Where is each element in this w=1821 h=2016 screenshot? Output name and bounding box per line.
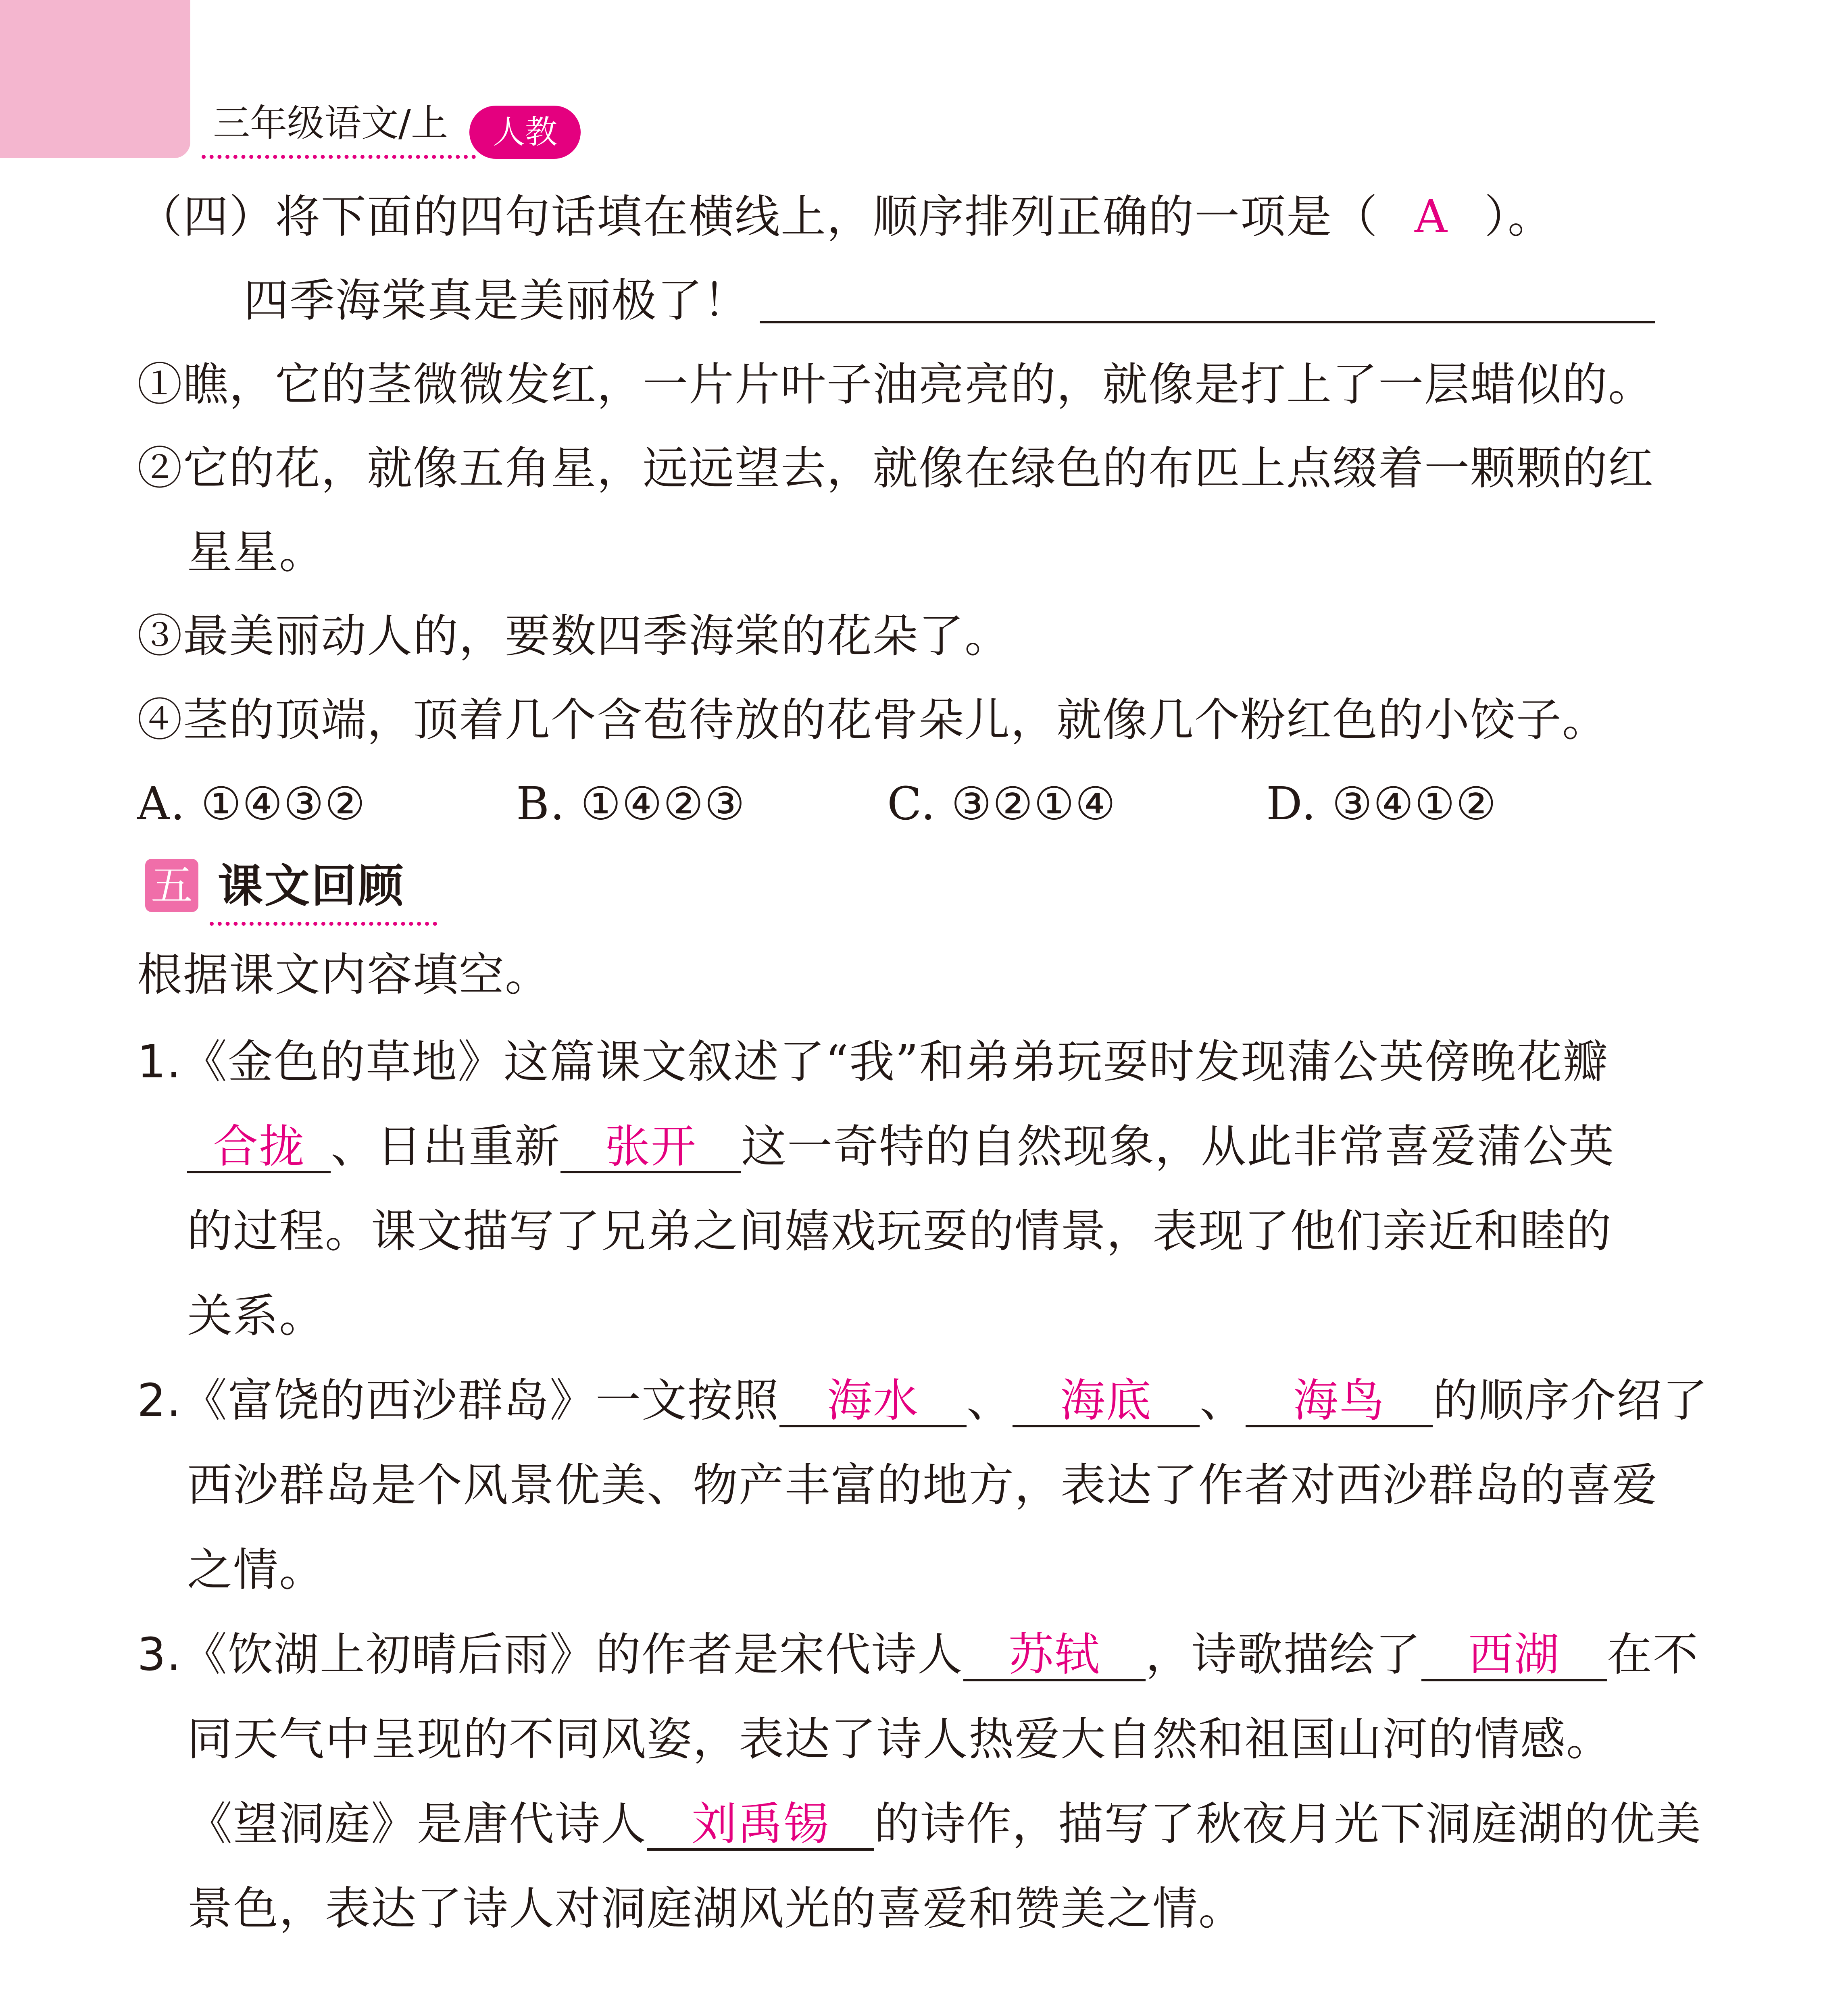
q4-prompt — [137, 189, 1554, 245]
q3-line-1 — [137, 1627, 1699, 1683]
q4-sentence-1: ①瞧，它的茎微微发红，一片片叶子油亮亮的，就像是打上了一层蜡似的。 — [137, 358, 1654, 411]
q4-option-c: C. ③②①④ — [887, 778, 1117, 830]
q2-sep-2: 、 — [1199, 1375, 1246, 1427]
q4-answer: A — [1415, 191, 1448, 243]
section-instruction: 根据课文内容填空。 — [137, 949, 551, 1001]
q2-blank-3: 海鸟 — [1246, 1377, 1433, 1427]
q3-text-5: 的诗作，描写了秋夜月光下洞庭湖的优美 — [874, 1798, 1702, 1850]
q1-text-2: 、日出重新 — [331, 1120, 560, 1173]
q4-prompt-end: ）。 — [1484, 191, 1554, 243]
q2-line-1 — [137, 1372, 1708, 1429]
q1-line-4: 关系。 — [187, 1290, 325, 1342]
q3-text-2: ，诗歌描绘了 — [1145, 1629, 1421, 1681]
section-title: 课文回顾 — [218, 860, 405, 912]
q1-text-1: 《金色的草地》这篇课文叙述了“我”和弟弟玩耍时发现蒲公英傍晚花瓣 — [181, 1036, 1609, 1088]
q4-answer-line — [760, 321, 1655, 323]
q1-text-3: 这一奇特的自然现象，从此非常喜爱蒲公英 — [741, 1120, 1615, 1173]
q4-lead-sentence: 四季海棠真是美丽极了！ — [244, 275, 749, 327]
q3-blank-2: 西湖 — [1421, 1631, 1607, 1681]
header-title: 三年级语文/上 — [213, 102, 448, 145]
q3-blank-1: 苏轼 — [963, 1631, 1146, 1681]
publisher-badge: 人教 — [469, 106, 581, 159]
q4-option-a: A. ①④③② — [137, 778, 366, 830]
q1-line-2 — [187, 1118, 1615, 1175]
q1-blank-1: 合拢 — [187, 1123, 331, 1173]
q2-blank-1: 海水 — [779, 1377, 967, 1427]
q4-option-d: D. ③④①② — [1266, 778, 1497, 830]
q3-text-3: 在不 — [1606, 1629, 1699, 1681]
header-divider — [202, 155, 476, 159]
q3-blank-3: 刘禹锡 — [647, 1800, 874, 1851]
section-title-underline — [210, 922, 437, 926]
q1-number: 1. — [137, 1036, 182, 1088]
q2-line-3: 之情。 — [187, 1544, 325, 1596]
q2-sep-1: 、 — [966, 1375, 1013, 1427]
q2-blank-2: 海底 — [1013, 1377, 1200, 1427]
q2-text-1: 《富饶的西沙群岛》一文按照 — [181, 1375, 779, 1427]
q1-blank-2: 张开 — [560, 1123, 741, 1173]
q3-line-2: 同天气中呈现的不同风姿，表达了诗人热爱大自然和祖国山河的情感。 — [187, 1713, 1612, 1766]
section-number-badge: 五 — [145, 859, 198, 912]
q4-sentence-4: ④茎的顶端，顶着几个含苞待放的花骨朵儿，就像几个粉红色的小饺子。 — [137, 694, 1608, 746]
q4-sentence-2-cont: 星星。 — [187, 526, 325, 579]
q3-line-3 — [187, 1796, 1702, 1852]
q3-number: 3. — [137, 1629, 182, 1681]
q4-prompt-text: （四）将下面的四句话填在横线上，顺序排列正确的一项是（ — [137, 191, 1378, 243]
q2-number: 2. — [137, 1375, 182, 1427]
q1-line-1 — [137, 1034, 1608, 1090]
q4-sentence-2: ②它的花，就像五角星，远远望去，就像在绿色的布匹上点缀着一颗颗的红 — [137, 442, 1654, 495]
q3-text-1: 《饮湖上初晴后雨》的作者是宋代诗人 — [181, 1629, 963, 1681]
corner-decoration — [0, 0, 190, 158]
q3-line-4: 景色，表达了诗人对洞庭湖风光的喜爱和赞美之情。 — [187, 1883, 1244, 1935]
q2-line-2: 西沙群岛是个风景优美、物产丰富的地方，表达了作者对西沙群岛的喜爱 — [187, 1459, 1658, 1512]
q4-sentence-3: ③最美丽动人的，要数四季海棠的花朵了。 — [137, 610, 1011, 662]
q3-text-4: 《望洞庭》是唐代诗人 — [187, 1798, 647, 1850]
q2-text-2: 的顺序介绍了 — [1432, 1375, 1708, 1427]
q1-line-3: 的过程。课文描写了兄弟之间嬉戏玩耍的情景，表现了他们亲近和睦的 — [187, 1205, 1612, 1258]
q4-option-b: B. ①④②③ — [516, 778, 746, 830]
